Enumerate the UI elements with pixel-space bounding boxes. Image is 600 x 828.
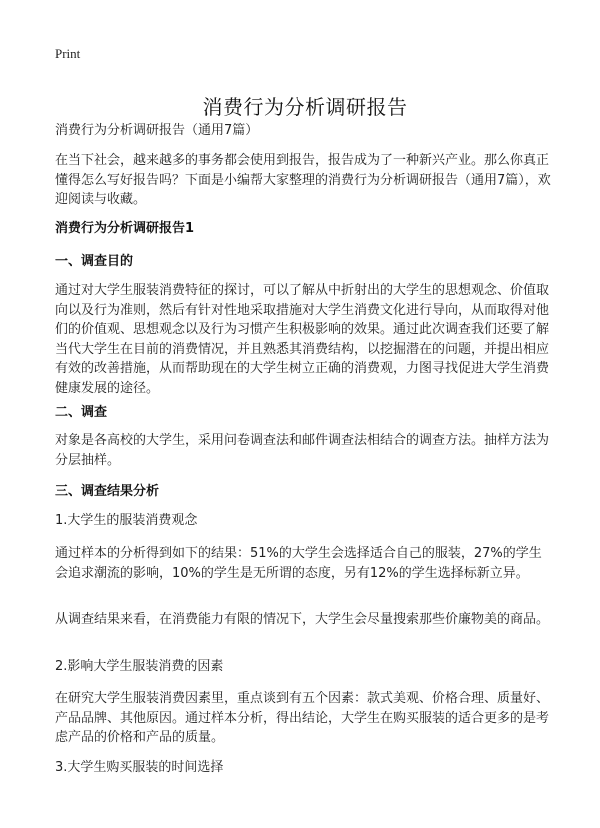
document-title: 消费行为分析调研报告 (202, 95, 408, 120)
subsection-heading-1: 1.大学生的服装消费观念 (55, 513, 198, 528)
document-subtitle: 消费行为分析调研报告（通用7篇） (55, 123, 259, 138)
report-heading: 消费行为分析调研报告1 (55, 221, 195, 236)
section-heading-purpose: 一、调查目的 (55, 254, 134, 269)
subsection-heading-3: 3.大学生购买服装的时间选择 (55, 760, 224, 775)
subsection-1-paragraph-1: 通过样本的分析得到如下的结果：51%的大学生会选择适合自己的服装，27%的学生会追求潮流的影响，10%的学生是无所谓的态度，另有12%的学生选择标新立异。 (55, 546, 542, 581)
subsection-2-paragraph-1: 在研究大学生服装消费因素里，重点谈到有五个因素：款式美观、价格合理、质量好、产品品牌、其他原因。通过样本分析，得出结论，大学生在购买服装的适合更多的是考虑产品的价格和产品的质量。 (55, 691, 550, 745)
section-heading-survey: 二、调查 (55, 405, 108, 420)
section-text-survey: 对象是各高校的大学生，采用问卷调查法和邮件调查法相结合的调查方法。抽样方法为分层抽样。 (55, 433, 550, 468)
intro-paragraph: 在当下社会，越来越多的事务都会使用到报告，报告成为了一种新兴产业。那么你真正懂得怎么写好报告吗？下面是小编帮大家整理的消费行为分析调研报告（通用7篇），欢迎阅读与收藏。 (55, 153, 551, 207)
subsection-1-paragraph-2: 从调查结果来看，在消费能力有限的情况下，大学生会尽量搜索那些价廉物美的商品。 (55, 612, 550, 627)
print-link[interactable]: Print (55, 46, 81, 61)
subsection-heading-2: 2.影响大学生服装消费的因素 (55, 659, 224, 674)
section-heading-results: 三、调查结果分析 (55, 484, 160, 499)
section-text-purpose: 通过对大学生服装消费特征的探讨，可以了解从中折射出的大学生的思想观念、价值取向以及行为准则，然后有针对性地采取措施对大学生消费文化进行导向，从而取得对他们的价值观、思想观念以及行为习惯产生积极影响的效果。通过此次调查我们还要了解当代大学生在目前的消费情况，并且熟悉其消费结构，以挖掘潜在的问题，并提出相应有效的改善措施，从而帮助现在的大学生树立正确的消费观，力图寻找促进大学生消费健康发展的途径。 (55, 283, 550, 396)
